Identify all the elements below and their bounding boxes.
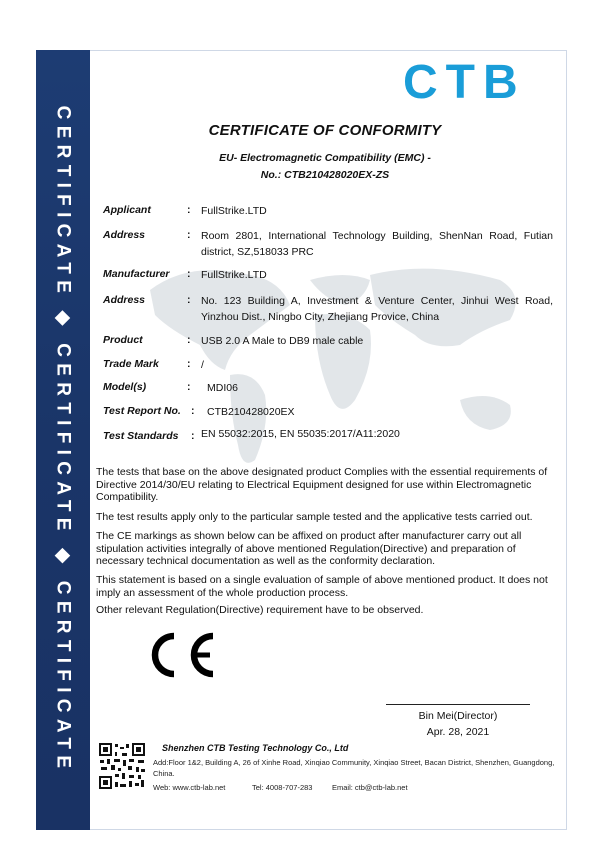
field-value: MDI06	[207, 382, 238, 394]
field-colon: :	[187, 268, 191, 280]
statement-paragraph: The tests that base on the above designated product Complies with the essential requirements of Directive 2014/30/EU relating to Electrical Equipment designed for use within Electromagnetic Compatibility.	[96, 466, 548, 503]
field-value: FullStrike.LTD	[201, 269, 267, 281]
field-label: Manufacturer	[103, 268, 170, 280]
field-colon: :	[187, 229, 191, 241]
field-value: EN 55032:2015, EN 55035:2017/A11:2020	[201, 428, 400, 440]
issuer-company-name: Shenzhen CTB Testing Technology Co., Ltd	[162, 743, 349, 753]
issuer-telephone: Tel: 4008-707-283	[252, 783, 313, 792]
issuer-email: Email: ctb@ctb-lab.net	[332, 783, 408, 792]
signature-line	[386, 704, 530, 705]
issuer-website: Web: www.ctb-lab.net	[153, 783, 226, 792]
field-label: Applicant	[103, 204, 151, 216]
field-colon: :	[187, 334, 191, 346]
field-colon: :	[187, 204, 191, 216]
signatory-name: Bin Mei(Director)	[418, 710, 498, 722]
field-value: Room 2801, International Technology Building, ShenNan Road, Futian district, SZ,518033 PRC	[201, 230, 553, 258]
certificate-number: No.: CTB210428020EX-ZS	[260, 169, 390, 181]
field-label: Product	[103, 334, 143, 346]
field-value: FullStrike.LTD	[201, 205, 267, 217]
certificate-subtitle: EU- Electromagnetic Compatibility (EMC) -	[219, 152, 431, 164]
field-value: /	[201, 359, 204, 371]
field-colon: :	[191, 405, 195, 417]
field-colon: :	[187, 381, 191, 393]
field-label: Address	[103, 229, 146, 241]
ctb-logo-text: CTB	[403, 56, 526, 109]
ctb-logo	[403, 55, 553, 109]
field-label: Model(s)	[103, 381, 147, 393]
certificate-title: CERTIFICATE OF CONFORMITY	[208, 122, 442, 139]
field-value: USB 2.0 A Male to DB9 male cable	[201, 335, 364, 347]
field-value: CTB210428020EX	[207, 406, 295, 418]
field-value: No. 123 Building A, Investment & Venture Center, Jinhui West Road, Yinzhou Dist., Ningbo City, Zhejiang Provice, China	[201, 295, 553, 323]
statement-paragraph: The test results apply only to the particular sample tested and the applicative tests carried out.	[96, 511, 533, 523]
issue-date: Apr. 28, 2021	[426, 726, 490, 738]
field-colon: :	[187, 294, 191, 306]
field-colon: :	[191, 430, 195, 442]
qr-code-icon	[98, 742, 146, 790]
field-label: Address	[103, 294, 146, 306]
ce-mark-icon	[140, 630, 220, 680]
statement-paragraph: This statement is based on a single evaluation of sample of above mentioned product. It does not imply an assessment of the whole production process.	[96, 574, 548, 599]
field-label: Test Report No.	[103, 405, 181, 417]
field-label: Test Standards	[103, 430, 179, 442]
field-label: Trade Mark	[103, 358, 159, 370]
issuer-address: Add:Floor 1&2, Building A, 26 of Xinhe Road, Xinqiao Community, Xinqiao Street, Bacan District, Shenzhen, Guangdong, China.	[153, 758, 555, 778]
statement-paragraph: The CE markings as shown below can be affixed on product after manufacturer carry out all stipulation activities integrally of above mentioned Regulation(Directive) and preparation of necessary technical documentation as well as the conformity declaration.	[96, 530, 522, 567]
field-colon: :	[187, 358, 191, 370]
statement-paragraph: Other relevant Regulation(Directive) requirement have to be observed.	[96, 604, 424, 616]
side-band-text: CERTIFICATE ◆ CERTIFICATE ◆ CERTIFICATE	[52, 105, 74, 775]
